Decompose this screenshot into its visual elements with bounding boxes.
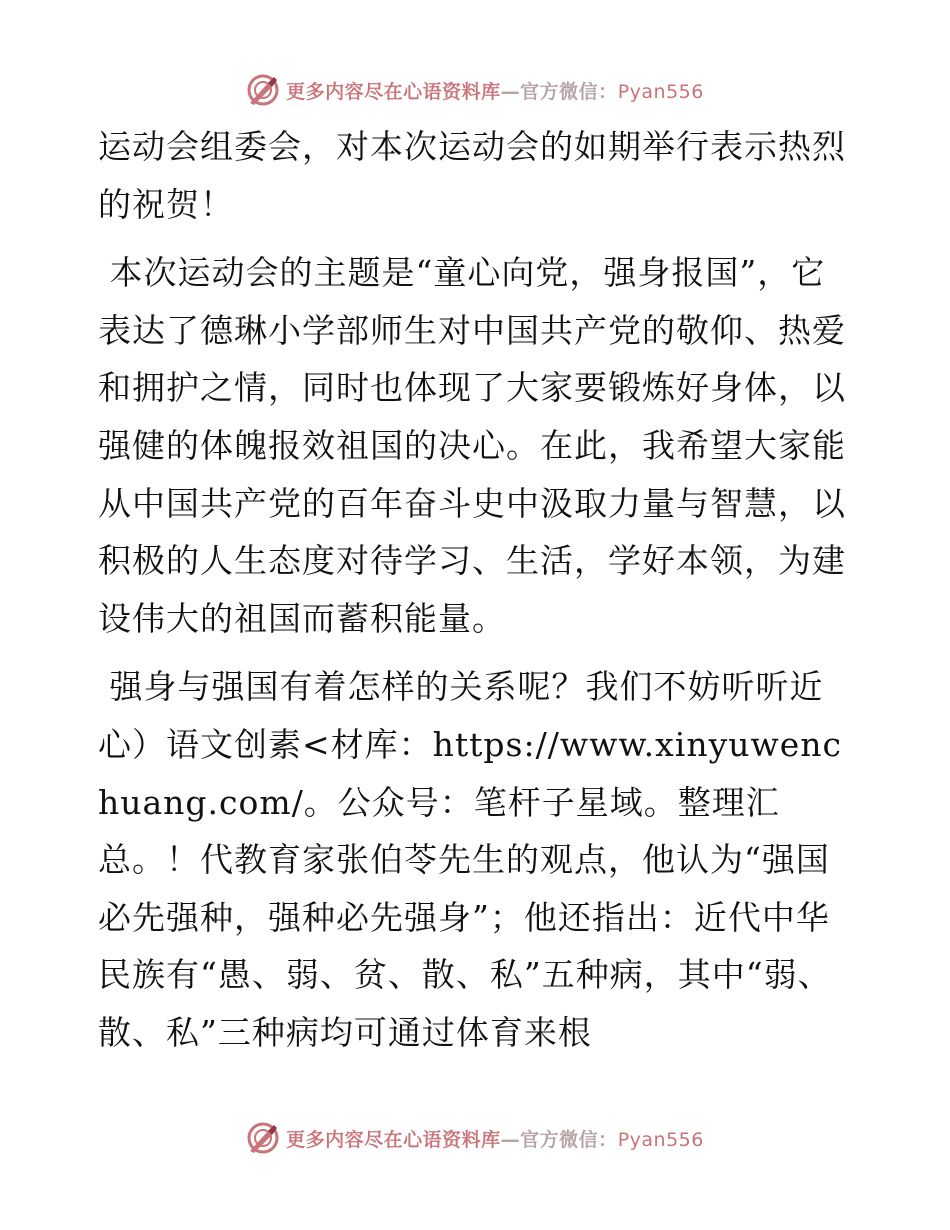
banner-account-text: Pyan556 [617, 80, 704, 103]
banner-wechat-label: —官方微信： [500, 80, 618, 103]
banner-lead-text: 更多内容尽在心语资料库 [286, 1128, 501, 1151]
pen-logo-icon [246, 1121, 280, 1155]
header-watermark-text [286, 77, 704, 104]
footer-watermark-banner [0, 1118, 950, 1158]
document-body [98, 118, 850, 1062]
paragraph-1: 运动会组委会，对本次运动会的如期举行表示热烈的祝贺！ [98, 127, 846, 224]
footer-watermark-text [286, 1125, 704, 1152]
paragraph-2: 本次运动会的主题是“童心向党，强身报国”，它表达了德琳小学部师生对中国共产党的敬仰、热爱和拥护之情，同时也体现了大家要锻炼好身体，以强健的体魄报效祖国的决心。在此，我希望大家能从中国共产党的百年奋斗史中汲取力量与智慧，以积极的人生态度对待学习、生活，学好本领，为建设伟大的祖国而蓄积能量。 [98, 253, 846, 638]
banner-account-text: Pyan556 [617, 1128, 704, 1151]
pen-logo-icon [246, 73, 280, 107]
header-watermark-banner [0, 70, 950, 110]
banner-lead-text: 更多内容尽在心语资料库 [286, 80, 501, 103]
paragraph-3: 强身与强国有着怎样的关系呢？我们不妨听听近心）语文创素<材库：https://www.xinyuwenchuang.com/。公众号：笔杆子星域。整理汇总。！代教育家张伯苓先生的观点，他认为“强国必先强种，强种必先强身”；他还指出：近代中华民族有“愚、弱、贫、散、私”五种病，其中“弱、散、私”三种病均可通过体育来根 [98, 667, 842, 1052]
banner-wechat-label: —官方微信： [500, 1128, 618, 1151]
